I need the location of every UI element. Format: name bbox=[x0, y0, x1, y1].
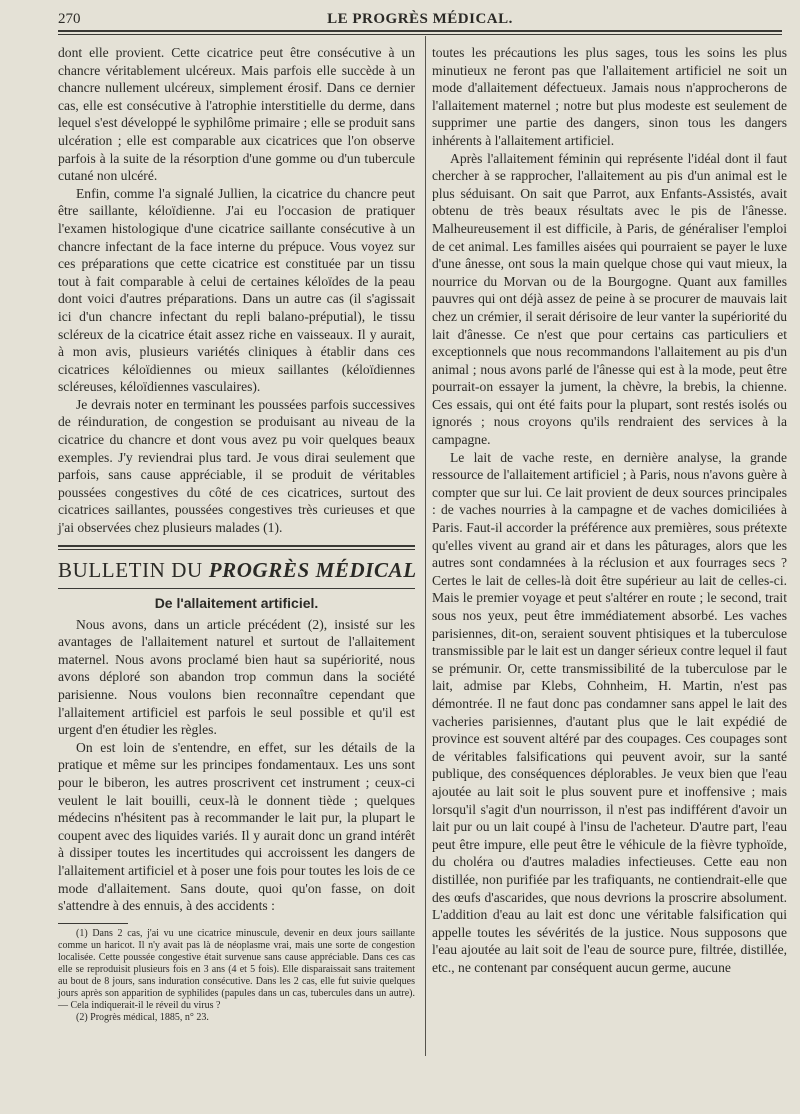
paragraph: Après l'allaitement féminin qui représente l'idéal dont il faut chercher à se rapprocher, l'allaitement au pis d'un animal est le plus séduisant. On sait que Parrot, aux Enfants-Assistés, avait obtenu de très beaux résultats avec le pis de l'ânesse. Malheureusement il est difficile, à Paris, de généraliser l'emploi de cet animal. Les familles aisées qui pourraient se payer le luxe d'une ânesse, ont sous la main quelque chose qui vaut mieux, la nourrice du Morvan ou de la Bourgogne. Quant aux familles pauvres qui ont déjà assez de peine à se procurer de mauvais lait chez un crémier, il serait dérisoire de leur vanter la supériorité du lait d'ânesse. Ce n'est que pour certains cas particuliers et exceptionnels que nous recommandons l'allaitement au pis d'un animal ; nous avons parlé de l'ânesse qui est à la mode, peut être pourrait-on essayer la jument, la chèvre, la brebis, la chienne. Ces essais, qui ont été faits pour la plupart, sont restés isolés ou ignorés ; nous croyons qu'ils rendraient des services à la campagne. bbox=[432, 150, 787, 448]
paragraph: toutes les précautions les plus sages, tous les soins les plus minutieux ne feront pas que l'allaitement artificiel ne soit un mode d'allaitement défectueux. Jamais nous n'approcherons de l'allaitement maternel ; notre but plus modeste est seulement de supprimer une partie des dangers, sinon tous les dangers inhérents à l'allaitement artificiel. bbox=[432, 45, 787, 148]
bulletin-rule-top-thin bbox=[58, 549, 415, 550]
paragraph: dont elle provient. Cette cicatrice peut être consécutive à un chancre véritablement ulcéreux. Mais parfois elle succède à un chancre nullement ulcéreux, simplement érosif. Dans ce dernier cas, elle est consécutive à l'atrophie interstitielle du derme, dans lequel s'est développé le syphilôme primaire ; elle se produit sans ulcération ; elle est comparable aux cicatrices que l'on observe parfois à la suite de la résorption d'une gomme ou d'un tubercule cutané non ulcéré. bbox=[58, 45, 415, 184]
bulletin-heading-journal: PROGRÈS MÉDICAL bbox=[208, 557, 417, 582]
article-title: De l'allaitement artificiel. bbox=[154, 594, 319, 611]
footnote-rule bbox=[58, 923, 128, 924]
bulletin-heading bbox=[58, 556, 415, 584]
right-column bbox=[432, 44, 787, 976]
paragraph: On est loin de s'entendre, en effet, sur les détails de la pratique et même sur les principes fondamentaux. Les uns sont pour le biberon, les autres proscrivent cet instrument ; ceux-ci veulent le lait bouilli, ceux-là le donnent tiède ; quelques médecins n'hésitent pas à recommander le lait pur, la plupart le coupent avec des liquides variés. Il y aurait donc un grand intérêt à dissiper toutes les incertitudes qui accroissent les dangers de l'allaitement artificiel et à poser une fois pour toutes les lois de ce mode d'allaitement. Sans doute, quoi qu'on fasse, on doit s'attendre à des ennuis, à des accidents : bbox=[58, 739, 415, 914]
paragraph: Le lait de vache reste, en dernière analyse, la grande ressource de l'allaitement artificiel ; à Paris, nous n'avons guère à compter que sur lui. Ce lait provient de deux sources principales : de vaches nourries à la campagne et de vaches domiciliées à Paris. Faut-il accorder la préférence aux premières, sous prétexte qu'elles vivent au grand air et dans les pâturages, alors que les autres sont condamnées à la réclusion et aux fourrages secs ? Certes le lait de celles-là doit être supérieur au lait de celles-ci. Mais le premier voyage et peut s'altérer en route ; le second, trait sous nos yeux, peut être immédiatement absorbé. Les vaches parisiennes, dit-on, seraient souvent phtisiques et la tuberculose transmissible par le lait est un danger sérieux contre lequel il faut se prémunir. Or, cette transmissibilité de la tuberculose par le lait, admise par Klebs, Cohnheim, H. Martin, n'est pas démontrée. Il ne faut donc pas condamner sans appel le lait des vacheries parisiennes, d'autant plus que le lait expédié de province est souvent altéré par des coupages. Ces coupages sont de véritables falsifications qui peuvent avoir, sur la santé publique, des conséquences déplorables. Je veux bien que l'eau ajoutée au lait soit le plus souvent pure et inoffensive ; mais lorsqu'il s'agit d'un nourrisson, il n'est pas indifférent d'avoir un lait pur ou un lait coupé à l'insu de l'acheteur. D'autre part, l'eau peut être impure, elle peut être le véhicule de la fièvre typhoïde, du choléra ou d'autres maladies infectieuses. Cette eau non distillée, non purifiée par les trafiquants, ne contiendrait-elle que des œufs d'ascarides, que nous devrions la proscrire absolument. L'addition d'eau au lait est donc une véritable falsification qui appelle toutes les sévérités de la justice. Nous supposons que l'eau ajoutée au lait soit de l'eau de source pure, filtrée, distillée, etc., ne contenant par conséquent aucun germe, aucune bbox=[432, 449, 787, 975]
column-divider bbox=[425, 36, 426, 1056]
bulletin-rule-top bbox=[58, 545, 415, 547]
footnote: (2) Progrès médical, 1885, n° 23. bbox=[76, 1011, 209, 1023]
left-column bbox=[58, 44, 415, 1024]
paragraph: Nous avons, dans un article précédent (2), insisté sur les avantages de l'allaitement naturel et surtout de l'allaitement maternel. Nous avons proclamé bien haut sa supériorité, nous avons déploré son abandon trop commun dans la société parisienne. Nous voulons bien reconnaître cependant que l'allaitement artificiel est parfois le seul possible et qu'il est urgent d'en étudier les règles. bbox=[58, 616, 415, 738]
footnote: (1) Dans 2 cas, j'ai vu une cicatrice minuscule, devenir en deux jours saillante comme un haricot. Il n'y avait pas là de néoplasme vrai, mais une sorte de congestion localisée. Cette poussée congestive était survenue sans cause appréciable. Dans ces cas elle se reproduisit plusieurs fois en 3 ans (4 et 5 fois). Elle disparaissait sans traitement au bout de 8 jours, sans induration consécutive. Dans les 2 cas, elle fut suivie quelques jours après son apparition de syphilides (papules dans un cas, tubercules dans un autre). — Cela indiquerait-il le réveil du virus ? bbox=[58, 927, 415, 1011]
header-rule bbox=[58, 34, 782, 35]
paragraph: Je devrais noter en terminant les poussées parfois successives de réinduration, de congestion se produisant au niveau de la cicatrice du chancre et dont vous avez pu voir quelques beaux exemples. J'y reviendrai plus tard. Je vous dirai seulement que parfois, sans cause appréciable, il se produit de véritables poussées congestives du côté de ces cicatrices, surtout des cicatrices saillantes, poussées congestives très curieuses et que j'ai observées chez plusieurs malades (1). bbox=[58, 396, 415, 536]
page-header bbox=[58, 8, 782, 32]
bulletin-rule-bottom bbox=[58, 588, 415, 589]
bulletin-heading-prefix: BULLETIN DU bbox=[58, 557, 203, 582]
journal-title: LE PROGRÈS MÉDICAL. bbox=[327, 11, 513, 27]
paragraph: Enfin, comme l'a signalé Jullien, la cicatrice du chancre peut être saillante, kéloïdienne. J'ai eu l'occasion de pratiquer l'examen histologique d'une cicatrice saillante consécutive à un chancre infectant de la face interne du prépuce. Vous voyez sur ces préparations que cette cicatrice est constituée par un tissu tout à fait comparable à celui de certaines kéloïdes de la peau dont voici d'autres préparations. Dans un autre cas (il s'agissait ici d'un chancre infectant du repli balano-préputial), le tissu scléreux de la cicatrice était assez riche en vaisseaux. Il y aurait, à mon avis, plusieurs variétés cliniques à établir dans ces cicatrices kéloïdiennes ou mieux saillantes (kéloïdiennes scléreuses, kéloïdiennes vasculaires). bbox=[58, 185, 415, 395]
page-number: 270 bbox=[58, 11, 81, 27]
